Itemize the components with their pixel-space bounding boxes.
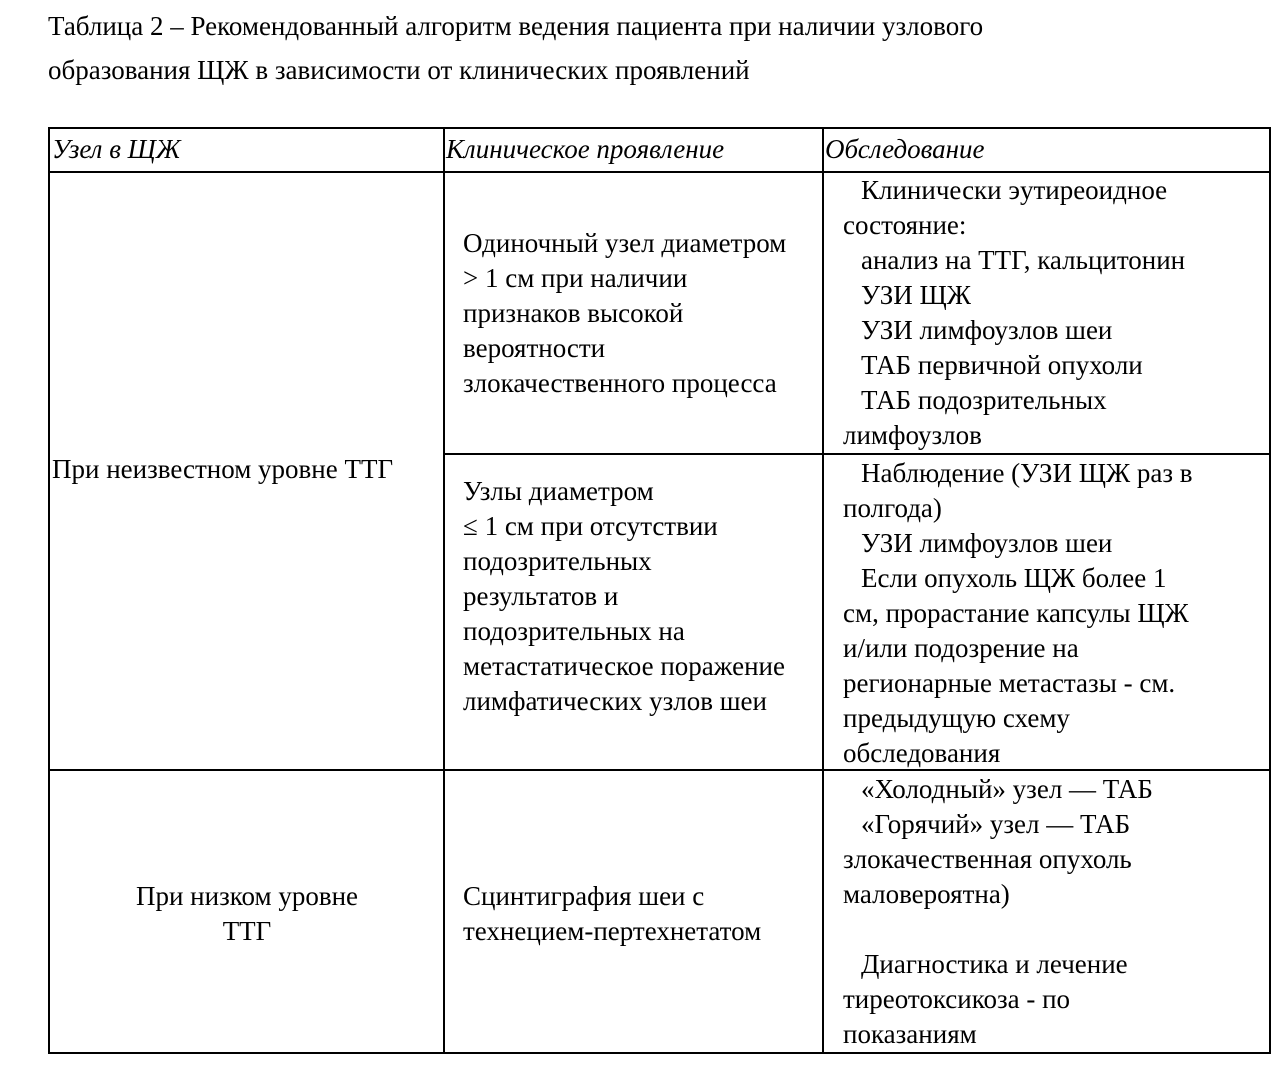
cell-node-unknown-tsh: При неизвестном уровне ТТГ xyxy=(52,454,394,484)
exam-line: тиреотоксикоза - по xyxy=(843,984,1071,1014)
exam-line: ТАБ подозрительных xyxy=(861,385,1107,415)
exam-line: маловероятна) xyxy=(843,879,1010,909)
cell-manifestation-single-node: Одиночный узел диаметром > 1 см при наличии признаков высокой вероятности злокачественного процесса xyxy=(463,228,787,398)
exam-line: ТАБ первичной опухоли xyxy=(861,350,1143,380)
table-caption xyxy=(48,4,1248,92)
header-exam: Обследование xyxy=(825,134,985,164)
exam-line: Диагностика и лечение xyxy=(861,949,1128,979)
exam-line: злокачественная опухоль xyxy=(843,844,1132,874)
exam-line: «Горячий» узел — ТАБ xyxy=(861,809,1131,839)
cell-manifestation-small-nodes: Узлы диаметром ≤ 1 см при отсутствии подозрительных результатов и подозрительных на метастатическое поражение лимфатических узлов шеи xyxy=(463,476,785,716)
exam-line: Клинически эутиреоидное xyxy=(861,175,1168,205)
exam-line: УЗИ лимфоузлов шеи xyxy=(861,315,1113,345)
cell-exam-single-node xyxy=(843,173,1263,453)
exam-line: показаниям xyxy=(843,1019,977,1049)
exam-line: лимфоузлов xyxy=(843,420,982,450)
exam-line: предыдущую схему xyxy=(843,703,1070,733)
exam-line: состояние: xyxy=(843,210,967,240)
exam-line: «Холодный» узел — ТАБ xyxy=(861,774,1153,804)
column-divider-2 xyxy=(822,129,824,1052)
algorithm-table xyxy=(48,127,1271,1054)
exam-line: обследования xyxy=(843,738,1001,768)
exam-line: УЗИ ЩЖ xyxy=(861,280,971,310)
exam-line: см, прорастание капсулы ЩЖ xyxy=(843,598,1189,628)
exam-line: полгода) xyxy=(843,493,942,523)
exam-line: регионарные метастазы - см. xyxy=(843,668,1176,698)
exam-line: и/или подозрение на xyxy=(843,633,1079,663)
exam-line: УЗИ лимфоузлов шеи xyxy=(861,528,1113,558)
row-divider-inner xyxy=(443,453,1269,455)
exam-line: Наблюдение (УЗИ ЩЖ раз в xyxy=(861,458,1193,488)
cell-node-low-tsh: При низком уровне ТТГ xyxy=(135,881,358,946)
column-divider-1 xyxy=(443,129,445,1052)
exam-blank-line xyxy=(843,912,1263,947)
cell-manifestation-scintigraphy: Сцинтиграфия шеи с технецием-пертехнетатом xyxy=(463,881,762,946)
caption-line-2: образования ЩЖ в зависимости от клинических проявлений xyxy=(48,55,750,85)
caption-line-1: Таблица 2 – Рекомендованный алгоритм ведения пациента при наличии узлового xyxy=(48,11,984,41)
cell-exam-scintigraphy xyxy=(843,772,1263,1052)
header-node: Узел в ЩЖ xyxy=(52,134,181,164)
exam-line: Если опухоль ЩЖ более 1 xyxy=(861,563,1167,593)
exam-line: анализ на ТТГ, кальцитонин xyxy=(861,245,1186,275)
header-manifestation: Клиническое проявление xyxy=(446,134,725,164)
cell-exam-small-nodes xyxy=(843,456,1263,771)
